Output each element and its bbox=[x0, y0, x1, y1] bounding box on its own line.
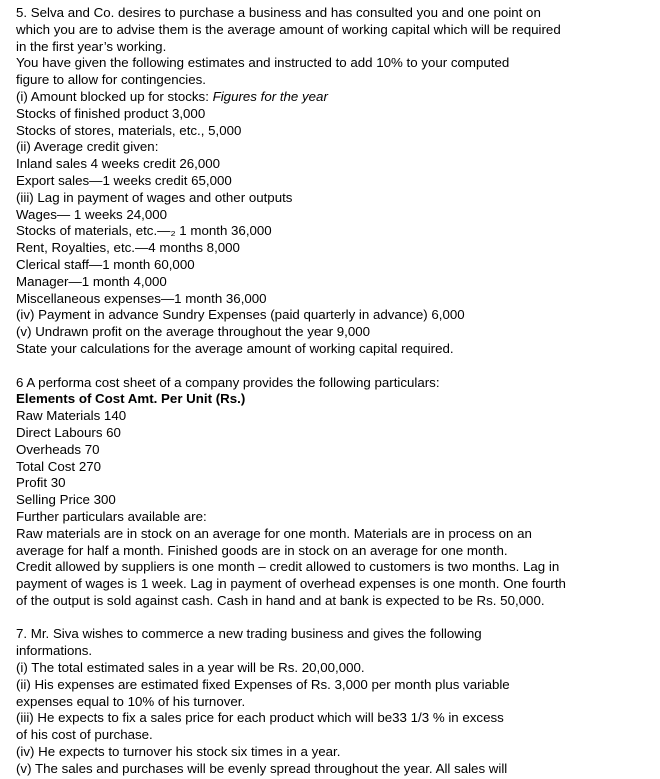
q6-line: average for half a month. Finished goods are in stock on an average for one month. bbox=[16, 542, 508, 558]
q5-line: You have given the following estimates and instructed to add 10% to your computed bbox=[16, 55, 510, 71]
q5-line: which you are to advise them is the average amount of working capital which will be required bbox=[16, 21, 561, 37]
q5-line: Stocks of stores, materials, etc., 5,000 bbox=[16, 122, 242, 138]
q6-line: Total Cost 270 bbox=[16, 458, 102, 474]
q5-line: Clerical staff—1 month 60,000 bbox=[16, 256, 195, 272]
q7-line: informations. bbox=[16, 643, 93, 659]
q6-line: Credit allowed by suppliers is one month – credit allowed to customers is two months. Lag in bbox=[16, 559, 560, 575]
q5-line: Rent, Royalties, etc.—4 months 8,000 bbox=[16, 240, 240, 256]
q5-item-i-italic: Figures for the year bbox=[212, 88, 328, 104]
q6-line: Further particulars available are: bbox=[16, 508, 207, 524]
q5-line: Stocks of materials, etc.—₂ 1 month 36,000 bbox=[16, 223, 272, 239]
q5-line: Manager—1 month 4,000 bbox=[16, 273, 167, 289]
q5-line: Export sales—1 weeks credit 65,000 bbox=[16, 172, 232, 188]
q5-line: Wages— 1 weeks 24,000 bbox=[16, 206, 168, 222]
q6-table-header: Elements of Cost Amt. Per Unit (Rs.) bbox=[16, 391, 246, 407]
q6-line: of the output is sold against cash. Cash in hand and at bank is expected to be Rs. 50,000. bbox=[16, 592, 545, 608]
q7-line: (i) The total estimated sales in a year will be Rs. 20,00,000. bbox=[16, 660, 365, 676]
q7-line: of his cost of purchase. bbox=[16, 727, 153, 743]
q7-line: expenses equal to 10% of his turnover. bbox=[16, 693, 246, 709]
q5-line: State your calculations for the average amount of working capital required. bbox=[16, 340, 454, 356]
q6-line: Raw materials are in stock on an average for one month. Materials are in process on an bbox=[16, 525, 532, 541]
question-5 bbox=[16, 5, 656, 358]
q5-line: (iv) Payment in advance Sundry Expenses (paid quarterly in advance) 6,000 bbox=[16, 307, 465, 323]
q5-line: 5. Selva and Co. desires to purchase a business and has consulted you and one point on bbox=[16, 5, 541, 20]
q5-line: (ii) Average credit given: bbox=[16, 139, 159, 155]
q5-line: figure to allow for contingencies. bbox=[16, 72, 206, 88]
q7-line: 7. Mr. Siva wishes to commerce a new trading business and gives the following bbox=[16, 626, 482, 642]
question-6 bbox=[16, 375, 656, 610]
document-page bbox=[16, 5, 656, 778]
q5-line: in the first year’s working. bbox=[16, 38, 167, 54]
q5-line: (v) Undrawn profit on the average throughout the year 9,000 bbox=[16, 324, 371, 340]
q5-item-i bbox=[16, 89, 656, 106]
q6-intro: 6 A performa cost sheet of a company provides the following particulars: bbox=[16, 374, 440, 390]
q5-line: Miscellaneous expenses—1 month 36,000 bbox=[16, 290, 267, 306]
q6-line: Profit 30 bbox=[16, 475, 66, 491]
q7-line: (iv) He expects to turnover his stock six times in a year. bbox=[16, 744, 341, 760]
paragraph-gap bbox=[16, 610, 656, 627]
q7-line: (v) The sales and purchases will be evenly spread throughout the year. All sales will bbox=[16, 760, 508, 776]
q7-line: (ii) His expenses are estimated fixed Expenses of Rs. 3,000 per month plus variable bbox=[16, 676, 510, 692]
q6-line: Selling Price 300 bbox=[16, 492, 116, 508]
paragraph-gap bbox=[16, 358, 656, 375]
q5-line: Stocks of finished product 3,000 bbox=[16, 105, 206, 121]
q5-line: Inland sales 4 weeks credit 26,000 bbox=[16, 156, 221, 172]
q6-line: payment of wages is 1 week. Lag in payment of overhead expenses is one month. One fourth bbox=[16, 576, 566, 592]
q6-line: Raw Materials 140 bbox=[16, 408, 127, 424]
q5-item-i-label: (i) Amount blocked up for stocks: bbox=[16, 88, 213, 104]
q6-line: Direct Labours 60 bbox=[16, 424, 121, 440]
q7-line: (iii) He expects to fix a sales price for each product which will be33 1/3 % in excess bbox=[16, 710, 504, 726]
q5-line: (iii) Lag in payment of wages and other outputs bbox=[16, 189, 293, 205]
question-7 bbox=[16, 626, 656, 777]
q6-line: Overheads 70 bbox=[16, 441, 100, 457]
